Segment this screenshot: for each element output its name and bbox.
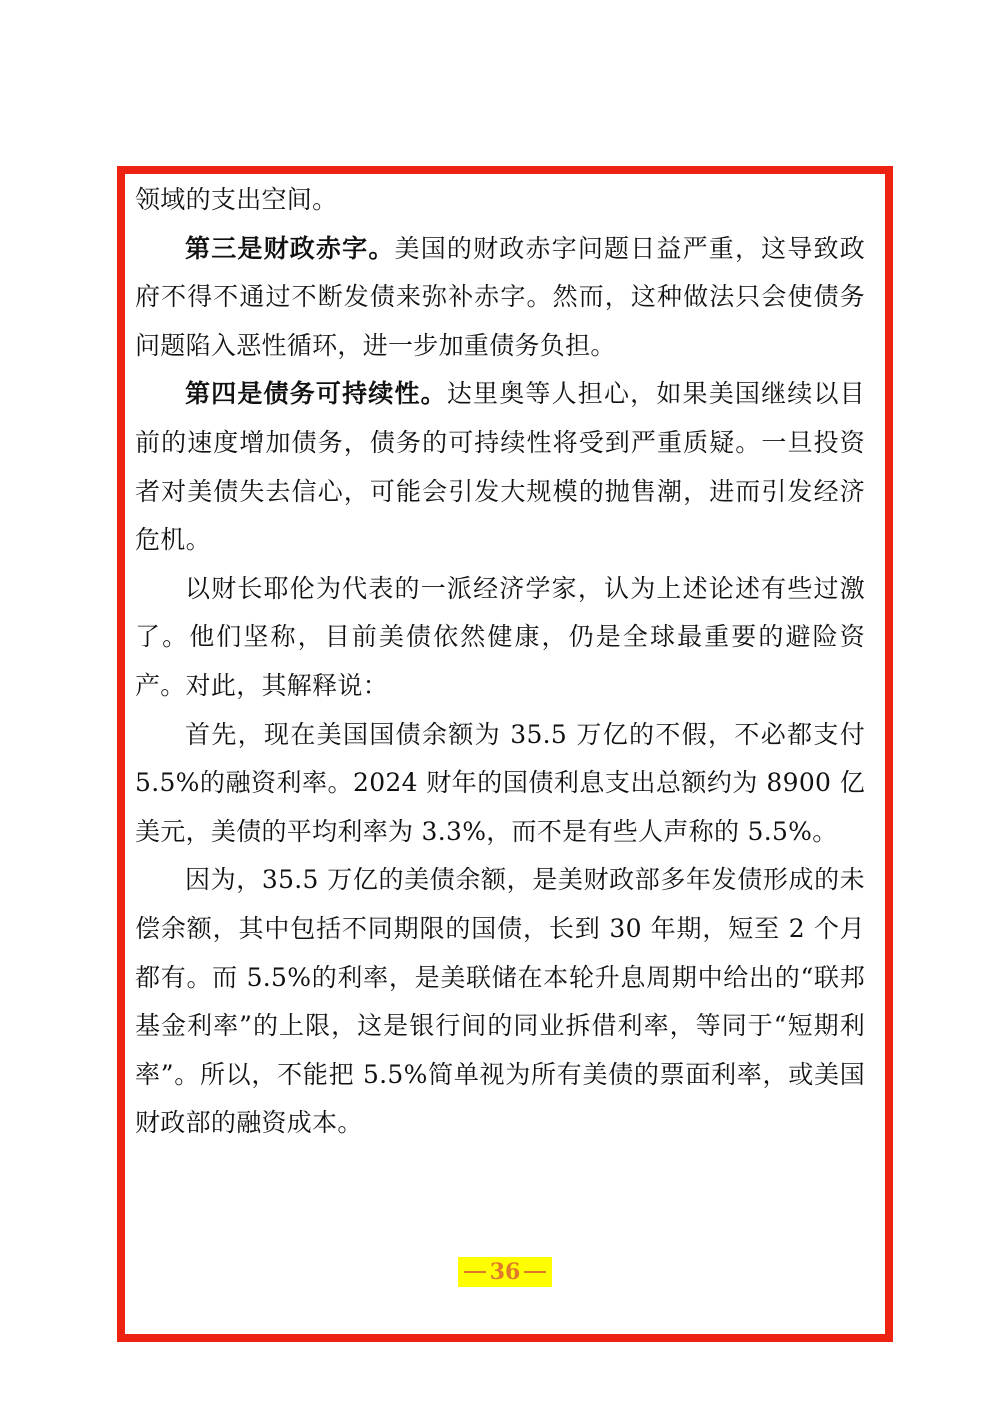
paragraph-2 xyxy=(135,225,865,371)
paragraph-3 xyxy=(135,370,865,564)
body-text xyxy=(135,176,865,1148)
paragraph-3-text: 达里奥等人担心，如果美国继续以目前的速度增加债务，债务的可持续性将受到严重质疑。一旦投资者对美债失去信心，可能会引发大规模的抛售潮，进而引发经济危机。 xyxy=(135,379,865,555)
paragraph-1-text: 领域的支出空间。 xyxy=(135,185,338,214)
paragraph-6 xyxy=(135,856,865,1148)
paragraph-2-lead: 第三是财政赤字。 xyxy=(185,233,395,263)
paragraph-3-lead: 第四是债务可持续性。 xyxy=(185,379,447,409)
paragraph-1 xyxy=(135,176,865,225)
page-number-value: 36 xyxy=(489,1259,521,1285)
page-number-right-dash xyxy=(524,1271,546,1273)
paragraph-5-text: 首先，现在美国国债余额为 35.5 万亿的不假，不必都支付 5.5%的融资利率。2024 财年的国债利息支出总额约为 8900 亿美元，美债的平均利率为 3.3%，而不是有些人声称的 5.5%。 xyxy=(135,719,865,846)
paragraph-6-text: 因为，35.5 万亿的美债余额，是美财政部多年发债形成的未偿余额，其中包括不同期限的国债，长到 30 年期，短至 2 个月都有。而 5.5%的利率，是美联储在本轮升息周期中给出的“联邦基金利率”的上限，这是银行间的同业拆借利率，等同于“短期利率”。所以，不能把 5.5%简单视为所有美债的票面利率，或美国财政部的融资成本。 xyxy=(135,865,865,1138)
paragraph-4-text: 以财长耶伦为代表的一派经济学家，认为上述论述有些过激了。他们坚称，目前美债依然健康，仍是全球最重要的避险资产。对此，其解释说： xyxy=(135,573,865,700)
paragraph-4 xyxy=(135,565,865,711)
page-number-left-dash xyxy=(464,1271,486,1273)
page-number-badge xyxy=(458,1257,552,1287)
paragraph-2-text: 美国的财政赤字问题日益严重，这导致政府不得不通过不断发债来弥补赤字。然而，这种做法只会使债务问题陷入恶性循环，进一步加重债务负担。 xyxy=(135,233,866,360)
paragraph-5 xyxy=(135,711,865,857)
